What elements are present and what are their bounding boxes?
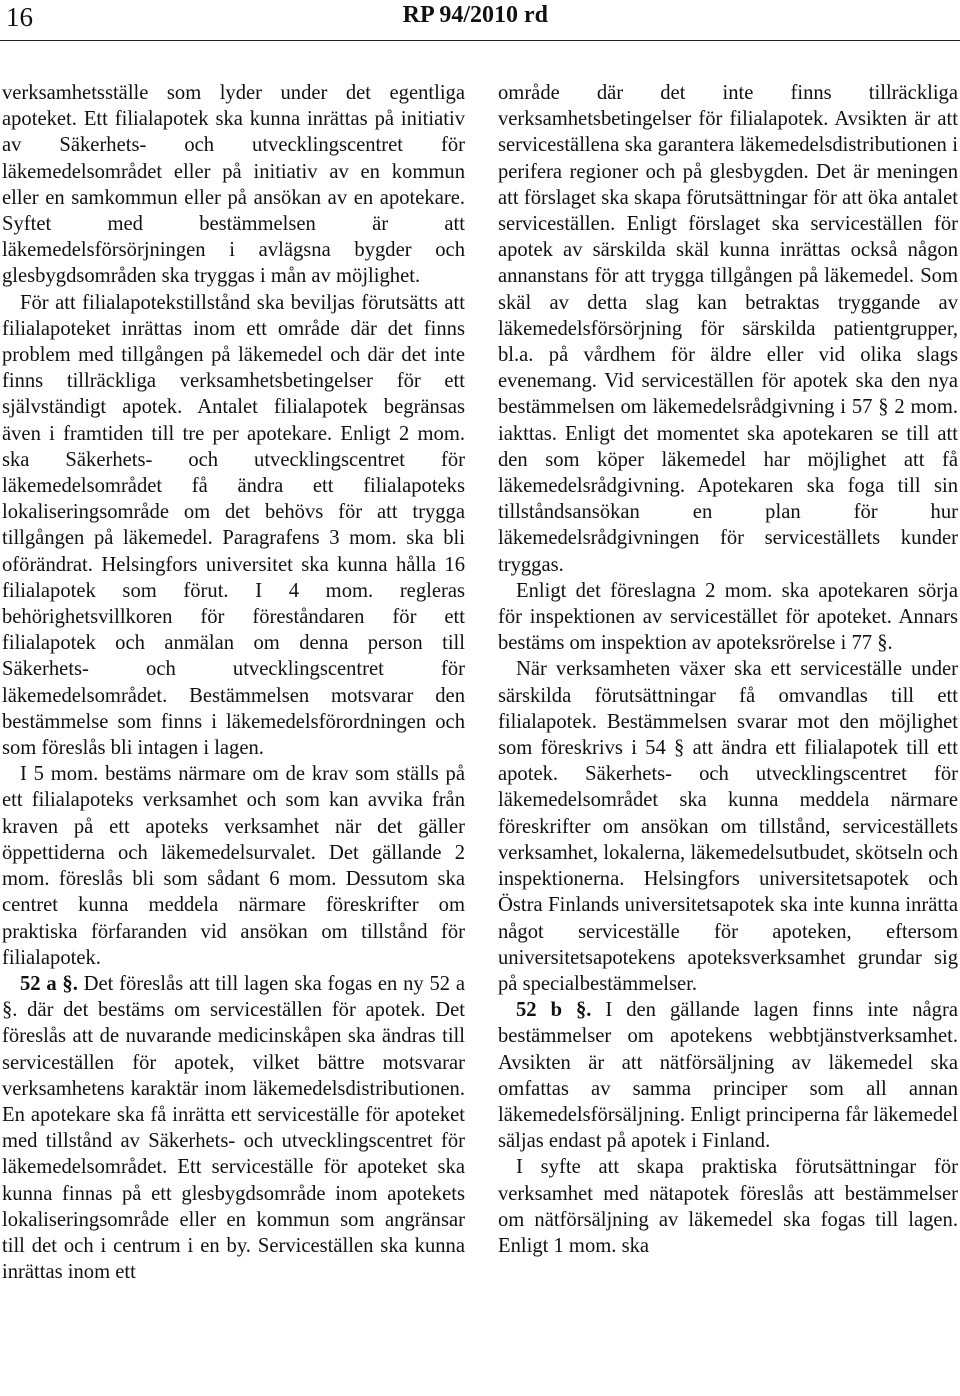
paragraph: verksamhetsställe som lyder under det egentliga apoteket. Ett filialapotek ska kunna inrättas på initiativ av Säkerhets- och utvecklingscentret för läkemedelsområdet eller på initiativ av en kommun eller en samkommun eller på ansökan av en apotekare. Syftet med bestämmelsen är att läkemedelsförsörjningen i avlägsna bygder och glesbygdsområden ska tryggas i mån av möjlighet. <box>2 82 465 288</box>
paragraph: I syfte att skapa praktiska förutsättningar för verksamhet med nätapotek föreslås att bestämmelser om nätförsäljning av läkemedel ska fogas till lagen. Enligt 1 mom. ska <box>498 1156 958 1257</box>
page-number: 16 <box>6 2 33 32</box>
paragraph: Enligt det föreslagna 2 mom. ska apotekaren sörja för inspektionen av servicestället för apoteket. Annars bestäms om inspektion av apoteksrörelse i 77 §. <box>498 579 958 655</box>
section-heading: 52 b §. <box>516 999 592 1022</box>
paragraph-text: Det föreslås att till lagen ska fogas en ny 52 a §. där det bestäms om serviceställen för apotek. Det föreslås att de nuvarande medicinskåpen ska ändras till serviceställen för apotek, vilket bättre motsvarar verksamhetens karaktär inom läkemedelsdistributionen. En apotekare ska få inrätta ett serviceställe för apoteket med tillstånd av Säkerhets- och utvecklingscentret för läkemedelsområdet. Ett serviceställe för apoteket ska kunna finnas på ett glesbygdsområde inom apotekets lokaliseringsområde eller en kommun som angränsar till det och i centrum i en by. Serviceställen ska kunna inrättas inom ett <box>2 972 465 1284</box>
paragraph <box>2 971 465 1285</box>
right-column <box>498 80 958 1259</box>
paragraph: När verksamheten växer ska ett serviceställe under särskilda förutsättningar få omvandlas till ett filialapotek. Bestämmelsen svarar mot den möjlighet som föreskrivs i 54 § att ändra ett filialapotek till ett apotek. Säkerhets- och utvecklingscentret för läkemedelsområdet ska kunna meddela närmare föreskrifter om ansökan om tillstånd, serviceställets verksamhet, lokalerna, läkemedelsutbudet, skötseln och inspektionerna. Helsingfors universitetsapotek och Östra Finlands universitetsapotek ska inte kunna inrätta något serviceställe för apoteken, eftersom universitetsapotekens apoteksverksamhet grundar sig på specialbestämmelser. <box>498 658 958 995</box>
section-heading: 52 a §. <box>20 972 78 995</box>
document-id: RP 94/2010 rd <box>402 2 548 28</box>
paragraph: I 5 mom. bestäms närmare om de krav som ställs på ett filialapoteks verksamhet och som kan avvika från kraven på ett apoteks verksamhet när det gäller öppettiderna och läkemedelsurvalet. Det gällande 2 mom. föreslås bli som sådant 6 mom. Dessutom ska centret kunna meddela närmare föreskrifter om praktiska förfaranden vid ansökan om tillstånd för filialapotek. <box>2 763 465 969</box>
page-header <box>0 0 960 40</box>
paragraph: För att filialapotekstillstånd ska beviljas förutsätts att filialapoteket inrättas inom ett område där det finns problem med tillgången på läkemedel och där det inte finns tillräckliga verksamhetsbetingelser för ett självständigt apotek. Antalet filialapotek begränsas även i framtiden till tre per apotekare. Enligt 2 mom. ska Säkerhets- och utvecklingscentret för läkemedelsområdet få ändra ett filialapoteks lokaliseringsområde om det behövs för att trygga tillgången på läkemedel. Paragrafens 3 mom. ska bli oförändrat. Helsingfors universitet ska kunna hålla 16 filialapotek som förut. I 4 mom. regleras behörighetsvillkoren för föreståndaren för ett filialapotek och anmälan om denna person till Säkerhets- och utvecklingscentret för läkemedelsområdet. Bestämmelsen motsvarar den bestämmelse som finns i läkemedelsförordningen och som föreslås bli intagen i lagen. <box>2 291 465 760</box>
paragraph: område där det inte finns tillräckliga verksamhetsbetingelser för filialapotek. Avsikten är att serviceställena ska garantera läkemedelsdistributionen i perifera regioner och på glesbygden. Det är meningen att förslaget ska skapa förutsättningar för att öka antalet serviceställen. Enligt förslaget ska serviceställen för apotek av särskilda skäl kunna inrättas också någon annanstans för att trygga tillgången på läkemedel. Som skäl av detta slag kan betraktas tryggande av läkemedelsförsörjning för särskilda patientgrupper, bl.a. på vårdhem för äldre eller vid olika slags evenemang. Vid serviceställen för apotek ska den nya bestämmelsen om läkemedelsrådgivning i 57 § 2 mom. iakttas. Enligt det momentet ska apotekaren se till att den som köper läkemedel har möjlighet att få läkemedelsrådgivning. Apotekaren ska foga till sin tillståndsansökan en plan för hur läkemedelsrådgivningen för serviceställets kunder tryggas. <box>498 82 958 576</box>
paragraph-text: I den gällande lagen finns inte några bestämmelser om apotekens webbtjänstverksamhet. Avsikten är att nätförsäljning av läkemedel ska omfattas av samma principer som all annan läkemedelsförsäljning. Enligt principerna får läkemedel säljas endast på apotek i Finland. <box>498 999 958 1153</box>
header-rule <box>0 40 960 41</box>
paragraph <box>498 997 958 1154</box>
left-column <box>2 80 465 1285</box>
